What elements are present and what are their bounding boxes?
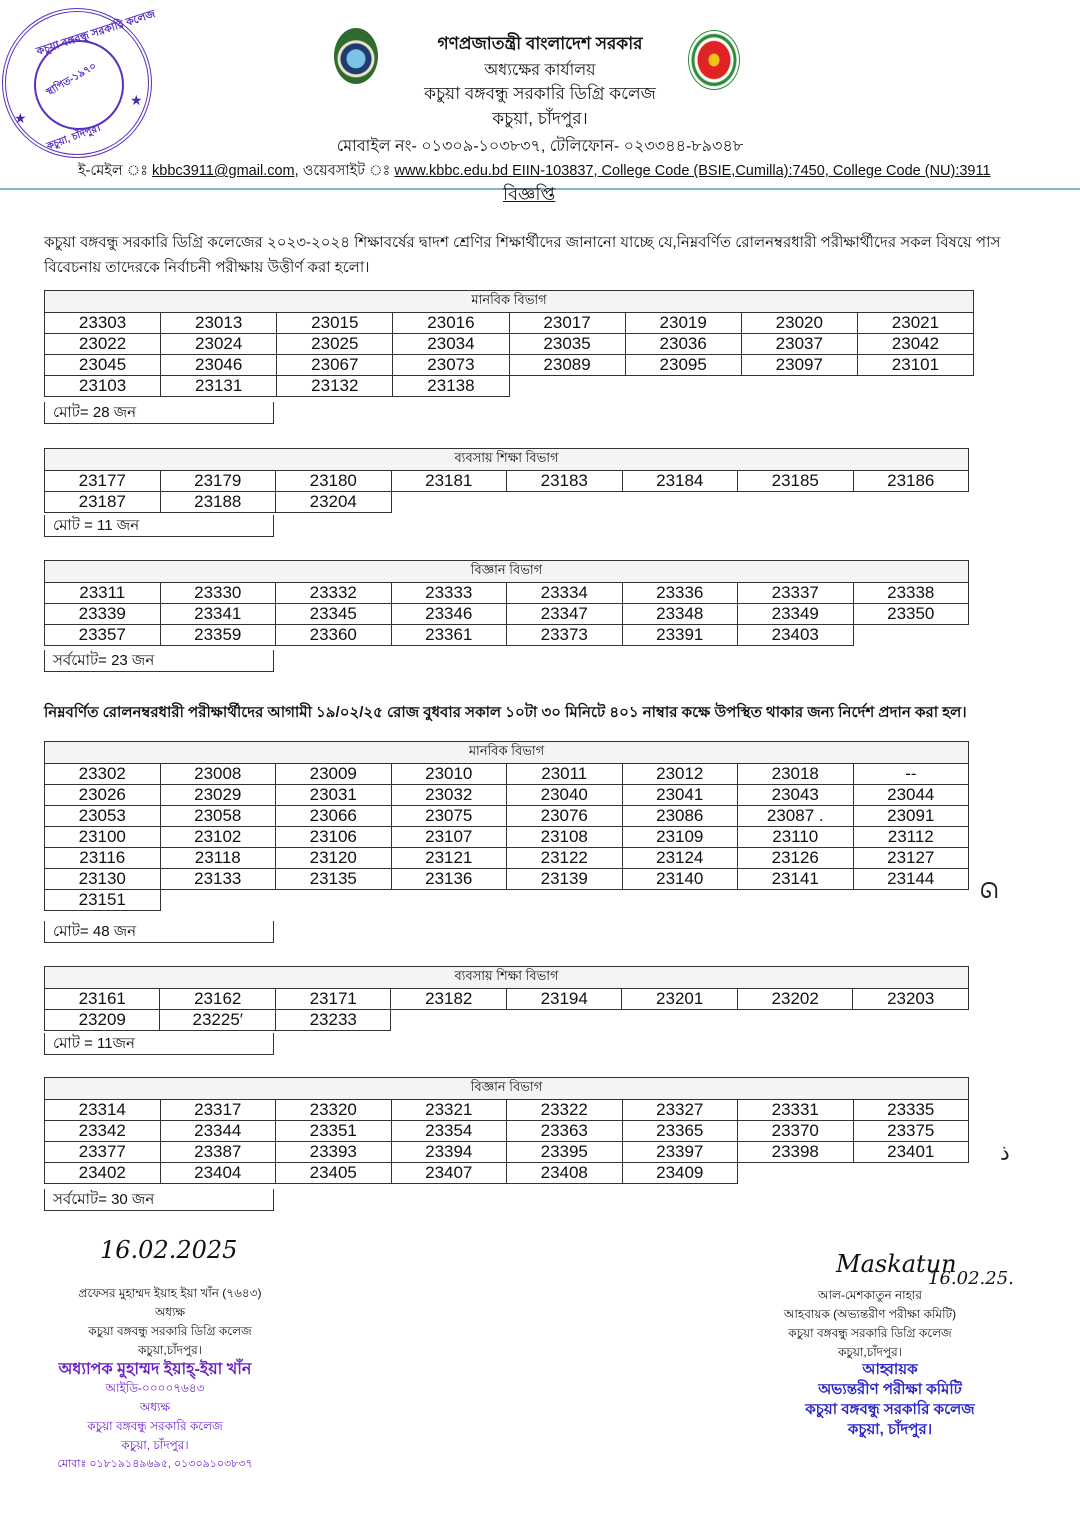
table-row (45, 869, 969, 890)
roll-number-cell: 23201 (622, 989, 737, 1010)
department-total: সর্বমোট= 23 জন (44, 650, 274, 672)
roll-number-cell: 23076 (507, 806, 623, 827)
left-signature-block (40, 1284, 300, 1360)
roll-number-cell: 23363 (507, 1121, 623, 1142)
department-total: মোট = 11জন (44, 1033, 274, 1055)
roll-number-cell: 23183 (507, 471, 623, 492)
roll-number-cell: 23332 (276, 583, 392, 604)
roll-number-cell: 23138 (393, 376, 509, 397)
roll-number-cell: 23391 (622, 625, 738, 646)
roll-number-cell: 23073 (393, 355, 509, 376)
roll-number-cell: 23122 (507, 848, 623, 869)
roll-number-cell: 23345 (276, 604, 392, 625)
roll-number-cell: 23171 (276, 989, 391, 1010)
table-row (45, 1121, 969, 1142)
roll-number-cell: 23131 (161, 376, 277, 397)
roll-number-cell: 23405 (276, 1163, 392, 1184)
notice-title: বিজ্ঞপ্তি (503, 184, 556, 204)
roll-number-cell: 23393 (276, 1142, 392, 1163)
roll-number-cell: 23408 (507, 1163, 623, 1184)
roll-number-cell: 23225′ (160, 1010, 276, 1031)
empty-cell (391, 890, 507, 911)
roll-number-cell: 23202 (737, 989, 852, 1010)
right-signer-name: আল-মেশকাতুন নাহার (818, 1288, 922, 1302)
empty-cell (622, 492, 738, 513)
roll-number-cell: 23187 (45, 492, 161, 513)
right-seal-line1: আহ্বায়ক (862, 1361, 918, 1378)
roll-number-cell: 23041 (622, 785, 738, 806)
roll-number-cell: 23188 (160, 492, 276, 513)
roll-number-cell: 23397 (622, 1142, 738, 1163)
roll-number-cell: 23351 (276, 1121, 392, 1142)
right-signature-block (760, 1286, 980, 1362)
roll-number-cell: 23346 (391, 604, 507, 625)
empty-cell (507, 890, 623, 911)
empty-cell (737, 1010, 852, 1031)
roll-number-cell: 23091 (853, 806, 969, 827)
roll-number-cell: 23022 (45, 334, 161, 355)
roll-number-cell: 23395 (507, 1142, 623, 1163)
roll-number-cell: 23409 (622, 1163, 738, 1184)
roll-number-cell: 23322 (507, 1100, 623, 1121)
right-seal-line3: কচুয়া বঙ্গবন্ধু সরকারি কলেজ (805, 1401, 975, 1418)
notice-paragraph-passed: কচুয়া বঙ্গবন্ধু সরকারি ডিগ্রি কলেজের ২০২৩-২০২৪ শিক্ষাবর্ষের দ্বাদশ শ্রেণির শিক্ষার্থীদের জানানো যাচ্ছে যে,নিম্নবর্ণিত রোলনম্বরধারী পরীক্ষার্থীদের সকল বিষয়ে পাস বিবেচনায় তাদেরকে নির্বাচনী পরীক্ষায় উত্তীর্ণ করা হলো। (44, 234, 1001, 276)
empty-cell (622, 890, 738, 911)
roll-number-cell: 23097 (741, 355, 857, 376)
roll-number-cell: 23404 (160, 1163, 276, 1184)
table-row (45, 313, 974, 334)
right-signature-name: Maskatun (836, 1250, 957, 1278)
roll-number-cell: 23182 (391, 989, 506, 1010)
roll-number-cell: 23184 (622, 471, 738, 492)
roll-number-cell: 23075 (391, 806, 507, 827)
table-row (45, 334, 974, 355)
roll-number-cell: 23347 (507, 604, 623, 625)
roll-number-cell: 23035 (509, 334, 625, 355)
roll-number-cell: 23151 (45, 890, 161, 911)
roll-number-cell: 23021 (857, 313, 973, 334)
department-heading: মানবিক বিভাগ (45, 742, 969, 764)
roll-number-cell: 23058 (160, 806, 276, 827)
roll-number-cell: 23046 (161, 355, 277, 376)
empty-cell (622, 1010, 737, 1031)
table-row (45, 827, 969, 848)
empty-cell (506, 1010, 621, 1031)
empty-cell (853, 492, 969, 513)
table-row (45, 492, 969, 513)
table-row (45, 376, 974, 397)
star-icon: ★ (14, 110, 27, 126)
left-seal-id: আইডি-০০০০৭৬৪৩ (105, 1381, 205, 1395)
roll-number-cell: 23336 (622, 583, 738, 604)
roll-number-cell: 23140 (622, 869, 738, 890)
roll-number-cell: 23037 (741, 334, 857, 355)
empty-cell (738, 492, 854, 513)
roll-number-cell: -- (853, 764, 969, 785)
left-seal-name: অধ্যাপক মুহাম্মদ ইয়াহ্-ইয়া খাঁন (58, 1361, 252, 1378)
left-seal-phone: মোবাঃ ০১৮১৯১৪৯৬৯৫, ০১৩০৯১০৩৮৩৭ (57, 1458, 253, 1470)
passed-science-roll-table (44, 560, 969, 646)
right-seal-line4: কচুয়া, চাঁদপুর। (847, 1421, 933, 1438)
roll-number-cell: 23012 (622, 764, 738, 785)
called-humanities-roll-table (44, 741, 969, 911)
roll-number-cell: 23204 (276, 492, 392, 513)
roll-number-cell: 23106 (276, 827, 392, 848)
roll-number-cell: 23008 (160, 764, 276, 785)
office-title: অধ্যক্ষের কার্যালয় (484, 62, 596, 79)
roll-number-cell: 23136 (391, 869, 507, 890)
passed-humanities-roll-table (44, 290, 974, 397)
roll-number-cell: 23016 (393, 313, 509, 334)
roll-number-cell: 23100 (45, 827, 161, 848)
table-row (45, 989, 969, 1010)
roll-number-cell: 23087 . (738, 806, 854, 827)
roll-number-cell: 23144 (853, 869, 969, 890)
roll-number-cell: 23135 (276, 869, 392, 890)
roll-number-cell: 23162 (160, 989, 276, 1010)
roll-number-cell: 23025 (277, 334, 393, 355)
website-label: ওয়েবসাইট ঃ (302, 163, 391, 179)
notice-paragraph-called: নিম্নবর্ণিত রোলনম্বরধারী পরীক্ষার্থীদের আগামী ১৯/০২/২৫ রোজ বুধবার সকাল ১০টা ৩০ মিনিটে ৪০১ নাম্বার কক্ষে উপস্থিত থাকার জন্য নির্দেশ প্রদান করা হল। (44, 704, 967, 721)
left-signer-designation: অধ্যক্ষ (154, 1305, 186, 1319)
passed-business-roll-table (44, 448, 969, 513)
left-signature-date: 16.02.2025 (100, 1236, 238, 1264)
roll-number-cell: 23024 (161, 334, 277, 355)
roll-number-cell: 23373 (507, 625, 623, 646)
roll-number-cell: 23327 (622, 1100, 738, 1121)
roll-number-cell: 23365 (622, 1121, 738, 1142)
roll-number-cell: 23344 (160, 1121, 276, 1142)
roll-number-cell: 23317 (160, 1100, 276, 1121)
left-seal-college: কচুয়া বঙ্গবন্ধু সরকারি কলেজ (87, 1419, 223, 1433)
department-heading: বিজ্ঞান বিভাগ (45, 561, 969, 583)
roll-number-cell: 23124 (622, 848, 738, 869)
table-row (45, 583, 969, 604)
roll-number-cell: 23320 (276, 1100, 392, 1121)
roll-number-cell: 23010 (391, 764, 507, 785)
roll-number-cell: 23311 (45, 583, 161, 604)
handwritten-margin-mark: ذ (1000, 1140, 1010, 1165)
roll-number-cell: 23141 (738, 869, 854, 890)
roll-number-cell: 23350 (853, 604, 969, 625)
roll-number-cell: 23103 (45, 376, 161, 397)
roll-number-cell: 23398 (738, 1142, 854, 1163)
roll-number-cell: 23233 (276, 1010, 391, 1031)
roll-number-cell: 23026 (45, 785, 161, 806)
roll-number-cell: 23130 (45, 869, 161, 890)
website-and-codes[interactable]: www.kbbc.edu.bd EIIN-103837, College Code (BSIE,Cumilla):7450, College Code (NU):3911 (394, 163, 991, 179)
roll-number-cell: 23095 (625, 355, 741, 376)
roll-number-cell: 23042 (857, 334, 973, 355)
roll-number-cell: 23102 (160, 827, 276, 848)
roll-number-cell: 23407 (391, 1163, 507, 1184)
roll-number-cell: 23118 (160, 848, 276, 869)
roll-number-cell: 23015 (277, 313, 393, 334)
handwritten-margin-mark: ᘏ (980, 878, 999, 903)
roll-number-cell: 23120 (276, 848, 392, 869)
department-total: মোট= 28 জন (44, 402, 274, 424)
roll-number-cell: 23018 (738, 764, 854, 785)
roll-number-cell: 23112 (853, 827, 969, 848)
roll-number-cell: 23180 (276, 471, 392, 492)
roll-number-cell: 23333 (391, 583, 507, 604)
table-row (45, 625, 969, 646)
roll-number-cell: 23335 (853, 1100, 969, 1121)
roll-number-cell: 23337 (738, 583, 854, 604)
called-science-roll-table (44, 1077, 969, 1184)
roll-number-cell: 23360 (276, 625, 392, 646)
roll-number-cell: 23370 (738, 1121, 854, 1142)
roll-number-cell: 23121 (391, 848, 507, 869)
stamp-bottom-text: কচুয়া, চাঁদপুর। (45, 122, 103, 153)
department-total: মোট= 48 জন (44, 921, 274, 943)
roll-number-cell: 23209 (45, 1010, 160, 1031)
roll-number-cell: 23354 (391, 1121, 507, 1142)
roll-number-cell: 23314 (45, 1100, 161, 1121)
table-row (45, 785, 969, 806)
right-signature-date: 16.02.25. (928, 1268, 1014, 1289)
roll-number-cell: 23161 (45, 989, 160, 1010)
right-signer-college: কচুয়া বঙ্গবন্ধু সরকারি ডিগ্রি কলেজ (788, 1326, 952, 1340)
roll-number-cell: 23341 (160, 604, 276, 625)
department-heading: মানবিক বিভাগ (45, 291, 974, 313)
roll-number-cell: 23303 (45, 313, 161, 334)
roll-number-cell: 23348 (622, 604, 738, 625)
empty-cell (738, 1163, 854, 1184)
phone-numbers: মোবাইল নং- ০১৩০৯-১০৩৮৩৭, টেলিফোন- ০২৩৩৪৪-৮৯৩৪৮ (336, 138, 744, 155)
roll-number-cell: 23108 (507, 827, 623, 848)
empty-cell (276, 890, 392, 911)
department-total: সর্বমোট= 30 জন (44, 1189, 274, 1211)
roll-number-cell: 23009 (276, 764, 392, 785)
roll-number-cell: 23177 (45, 471, 161, 492)
called-business-roll-table (44, 966, 969, 1031)
table-row (45, 604, 969, 625)
college-location: কচুয়া, চাঁদপুর। (492, 109, 588, 128)
roll-number-cell: 23013 (161, 313, 277, 334)
email-link[interactable]: kbbc3911@gmail.com, (152, 163, 299, 179)
table-row (45, 806, 969, 827)
roll-number-cell: 23031 (276, 785, 392, 806)
roll-number-cell: 23029 (160, 785, 276, 806)
roll-number-cell: 23321 (391, 1100, 507, 1121)
right-signer-location: কচুয়া,চাঁদপুর। (837, 1345, 903, 1359)
table-row (45, 471, 969, 492)
roll-number-cell: 23302 (45, 764, 161, 785)
roll-number-cell: 23101 (857, 355, 973, 376)
table-row (45, 764, 969, 785)
table-row (45, 1163, 969, 1184)
left-seal-designation: অধ্যক্ষ (139, 1400, 171, 1414)
roll-number-cell: 23127 (853, 848, 969, 869)
roll-number-cell: 23132 (277, 376, 393, 397)
roll-number-cell: 23133 (160, 869, 276, 890)
roll-number-cell: 23126 (738, 848, 854, 869)
empty-cell (160, 890, 276, 911)
empty-cell (391, 1010, 506, 1031)
department-total: মোট = 11 জন (44, 515, 274, 537)
roll-number-cell: 23109 (622, 827, 738, 848)
table-row (45, 1142, 969, 1163)
department-heading: ব্যবসায় শিক্ষা বিভাগ (45, 449, 969, 471)
roll-number-cell: 23034 (393, 334, 509, 355)
left-signer-location: কচুয়া,চাঁদপুর। (137, 1343, 203, 1357)
roll-number-cell: 23359 (160, 625, 276, 646)
table-row (45, 1010, 969, 1031)
roll-number-cell: 23053 (45, 806, 161, 827)
table-row (45, 355, 974, 376)
roll-number-cell: 23394 (391, 1142, 507, 1163)
roll-number-cell: 23361 (391, 625, 507, 646)
roll-number-cell: 23011 (507, 764, 623, 785)
left-signer-college: কচুয়া বঙ্গবন্ধু সরকারি ডিগ্রি কলেজ (88, 1324, 252, 1338)
roll-number-cell: 23066 (276, 806, 392, 827)
roll-number-cell: 23357 (45, 625, 161, 646)
roll-number-cell: 23036 (625, 334, 741, 355)
roll-number-cell: 23349 (738, 604, 854, 625)
email-label: ই-মেইল ঃ (78, 163, 148, 179)
roll-number-cell: 23403 (738, 625, 854, 646)
roll-number-cell: 23032 (391, 785, 507, 806)
roll-number-cell: 23334 (507, 583, 623, 604)
table-row (45, 890, 969, 911)
department-heading: বিজ্ঞান বিভাগ (45, 1078, 969, 1100)
empty-cell (509, 376, 625, 397)
roll-number-cell: 23044 (853, 785, 969, 806)
roll-number-cell: 23086 (622, 806, 738, 827)
roll-number-cell: 23387 (160, 1142, 276, 1163)
stamp-center-text: স্থাপিত-১৯৭০ (44, 60, 99, 99)
roll-number-cell: 23338 (853, 583, 969, 604)
empty-cell (857, 376, 973, 397)
roll-number-cell: 23401 (853, 1142, 969, 1163)
roll-number-cell: 23020 (741, 313, 857, 334)
empty-cell (741, 376, 857, 397)
roll-number-cell: 23185 (738, 471, 854, 492)
roll-number-cell: 23017 (509, 313, 625, 334)
roll-number-cell: 23339 (45, 604, 161, 625)
right-seal-line2: অভ্যন্তরীণ পরীক্ষা কমিটি (818, 1381, 962, 1398)
roll-number-cell: 23179 (160, 471, 276, 492)
table-row (45, 1100, 969, 1121)
roll-number-cell: 23067 (277, 355, 393, 376)
empty-cell (738, 890, 854, 911)
right-signer-designation: আহবায়ক (অভ্যন্তরীণ পরীক্ষা কমিটি) (783, 1307, 957, 1321)
empty-cell (391, 492, 507, 513)
roll-number-cell: 23019 (625, 313, 741, 334)
empty-cell (625, 376, 741, 397)
roll-number-cell: 23107 (391, 827, 507, 848)
roll-number-cell: 23110 (738, 827, 854, 848)
left-seal-location: কচুয়া, চাঁদপুর। (121, 1438, 189, 1452)
roll-number-cell: 23043 (738, 785, 854, 806)
right-seal-block (780, 1360, 1000, 1440)
left-signer-name: প্রফেসর মুহাম্মদ ইয়াহ ইয়া খাঁন (৭৬৪৩) (78, 1286, 262, 1300)
empty-cell (853, 1010, 969, 1031)
roll-number-cell: 23331 (738, 1100, 854, 1121)
roll-number-cell: 23089 (509, 355, 625, 376)
roll-number-cell: 23377 (45, 1142, 161, 1163)
empty-cell (507, 492, 623, 513)
roll-number-cell: 23181 (391, 471, 507, 492)
roll-number-cell: 23040 (507, 785, 623, 806)
roll-number-cell: 23402 (45, 1163, 161, 1184)
roll-number-cell: 23116 (45, 848, 161, 869)
roll-number-cell: 23139 (507, 869, 623, 890)
star-icon: ★ (130, 92, 143, 108)
govt-title: গণপ্রজাতন্ত্রী বাংলাদেশ সরকার (437, 34, 643, 53)
table-row (45, 848, 969, 869)
roll-number-cell: 23186 (853, 471, 969, 492)
stamp-top-text: কচুয়া বঙ্গবন্ধু সরকারি কলেজ (35, 8, 157, 58)
empty-cell (853, 1163, 969, 1184)
left-seal-block (10, 1360, 300, 1474)
roll-number-cell: 23330 (160, 583, 276, 604)
empty-cell (853, 890, 969, 911)
college-name: কচুয়া বঙ্গবন্ধু সরকারি ডিগ্রি কলেজ (424, 84, 656, 103)
roll-number-cell: 23203 (853, 989, 969, 1010)
roll-number-cell: 23194 (506, 989, 621, 1010)
roll-number-cell: 23045 (45, 355, 161, 376)
empty-cell (853, 625, 969, 646)
roll-number-cell: 23375 (853, 1121, 969, 1142)
roll-number-cell: 23342 (45, 1121, 161, 1142)
department-heading: ব্যবসায় শিক্ষা বিভাগ (45, 967, 969, 989)
